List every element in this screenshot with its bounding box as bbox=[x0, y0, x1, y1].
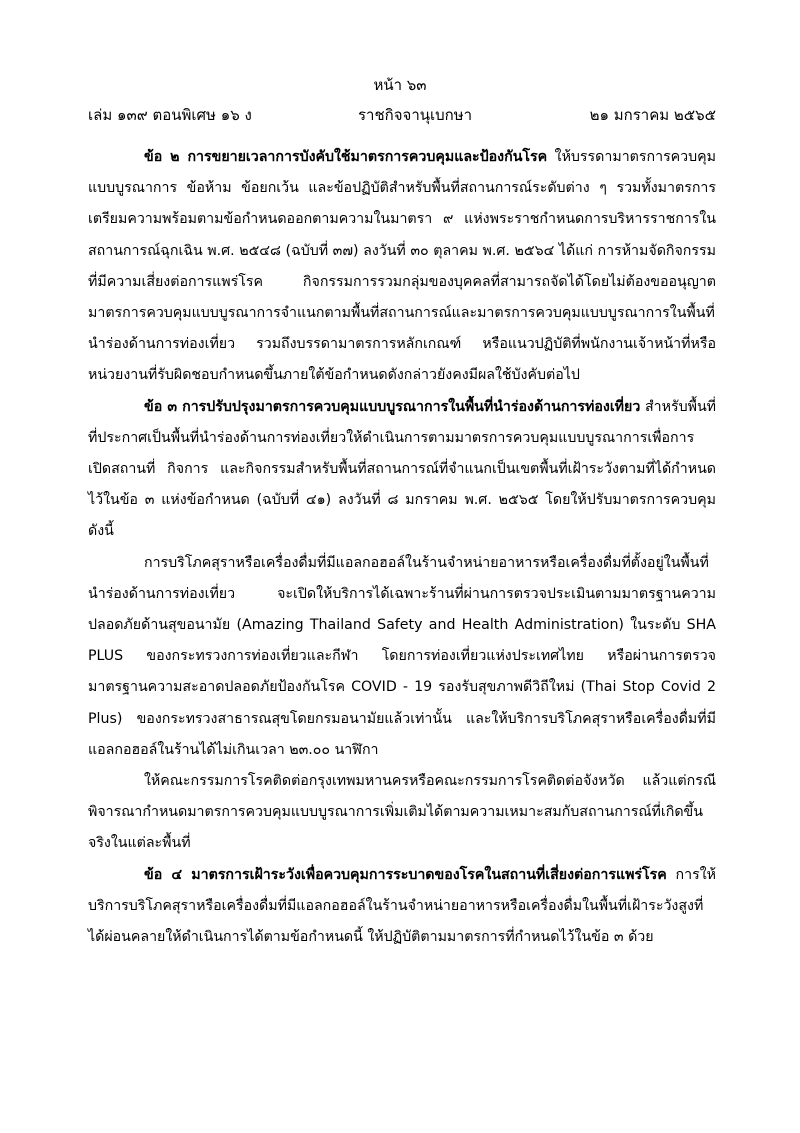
gazette-header bbox=[88, 104, 716, 126]
clause-3-paragraph-committee-text: ให้คณะกรรมการโรคติดต่อกรุงเทพมหานครหรือคณะกรรมการโรคติดต่อจังหวัด แล้วแต่กรณีพิจารณากำหนดมาตรการควบคุมแบบบูรณาการเพิ่มเติมได้ตามความเหมาะสมกับสถานการณ์ที่เกิดขึ้นจริงในแต่ละพื้นที่ bbox=[88, 773, 716, 852]
clause-2 bbox=[88, 142, 716, 392]
clause-3-heading: ข้อ ๓ การปรับปรุงมาตรการควบคุมแบบบูรณาการในพื้นที่นำร่องด้านการท่องเที่ยว bbox=[144, 398, 641, 415]
document-body bbox=[88, 142, 716, 953]
page-number: หน้า ๖๓ bbox=[373, 76, 427, 94]
clause-4-heading: ข้อ ๔ มาตรการเฝ้าระวังเพื่อควบคุมการระบาดของโรคในสถานที่เสี่ยงต่อการแพร่โรค bbox=[144, 866, 667, 883]
publication-name: ราชกิจจานุเบกษา bbox=[358, 106, 473, 124]
clause-4 bbox=[88, 860, 716, 954]
clause-3 bbox=[88, 392, 716, 548]
clause-2-text: ให้บรรดามาตรการควบคุมแบบบูรณาการ ข้อห้าม ข้อยกเว้น และข้อปฏิบัติสำหรับพื้นที่สถานการณ์ระดับต่าง ๆ รวมทั้งมาตรการเตรียมความพร้อมตามข้อกำหนดออกตามความในมาตรา ๙ แห่งพระราชกำหนดการบริหารราชการในสถานการณ์ฉุกเฉิน พ.ศ. ๒๕๔๘ (ฉบับที่ ๓๗) ลงวันที่ ๓๐ ตุลาคม พ.ศ. ๒๕๖๔ ได้แก่ การห้ามจัดกิจกรรมที่มีความเสี่ยงต่อการแพร่โรค กิจกรรมการรวมกลุ่มของบุคคลที่สามารถจัดได้โดยไม่ต้องขออนุญาต มาตรการควบคุมแบบบูรณาการจำแนกตามพื้นที่สถานการณ์และมาตรการควบคุมแบบบูรณาการในพื้นที่นำร่องด้านการท่องเที่ยว รวมถึงบรรดามาตรการหลักเกณฑ์ หรือแนวปฏิบัติที่พนักงานเจ้าหน้าที่หรือหน่วยงานที่รับผิดชอบกำหนดขึ้นภายใต้ข้อกำหนดดังกล่าวยังคงมีผลใช้บังคับต่อไป bbox=[88, 149, 716, 384]
clause-3-paragraph-committee bbox=[88, 766, 716, 860]
clause-3-paragraph-alcohol bbox=[88, 548, 716, 766]
clause-3-text: สำหรับพื้นที่ที่ประกาศเป็นพื้นที่นำร่องด้านการท่องเที่ยวให้ดำเนินการตามมาตรการควบคุมแบบบูรณาการเพื่อการเปิดสถานที่ กิจการ และกิจกรรมสำหรับพื้นที่สถานการณ์ที่จำแนกเป็นเขตพื้นที่เฝ้าระวังตามที่ได้กำหนดไว้ในข้อ ๓ แห่งข้อกำหนด (ฉบับที่ ๔๑) ลงวันที่ ๘ มกราคม พ.ศ. ๒๕๖๕ โดยให้ปรับมาตรการควบคุม ดังนี้ bbox=[88, 398, 716, 540]
clause-4-text: การให้บริการบริโภคสุราหรือเครื่องดื่มที่มีแอลกอฮอล์ในร้านจำหน่ายอาหารหรือเครื่องดื่มในพื้นที่เฝ้าระวังสูงที่ได้ผ่อนคลายให้ดำเนินการได้ตามข้อกำหนดนี้ ให้ปฏิบัติตามมาตรการที่กำหนดไว้ในข้อ ๓ ด้วย bbox=[88, 866, 716, 946]
publication-date: ๒๑ มกราคม ๒๕๖๕ bbox=[589, 106, 716, 124]
volume-info: เล่ม ๑๓๙ ตอนพิเศษ ๑๖ ง bbox=[88, 106, 252, 124]
clause-2-heading: ข้อ ๒ การขยายเวลาการบังคับใช้มาตรการควบคุมและป้องกันโรค bbox=[144, 149, 548, 165]
clause-3-paragraph-alcohol-text: การบริโภคสุราหรือเครื่องดื่มที่มีแอลกอฮอล์ในร้านจำหน่ายอาหารหรือเครื่องดื่มที่ตั้งอยู่ในพื้นที่นำร่องด้านการท่องเที่ยว จะเปิดให้บริการได้เฉพาะร้านที่ผ่านการตรวจประเมินตามมาตรฐานความปลอดภัยด้านสุขอนามัย (Amazing Thailand Safety and Health Administration) ในระดับ SHA PLUS ของกระทรวงการท่องเที่ยวและกีฬา โดยการท่องเที่ยวแห่งประเทศไทย หรือผ่านการตรวจมาตรฐานความสะอาดปลอดภัยป้องกันโรค COVID - 19 รองรับสุขภาพดีวิถีใหม่ (Thai Stop Covid 2 Plus) ของกระทรวงสาธารณสุขโดยกรมอนามัยแล้วเท่านั้น และให้บริการบริโภคสุราหรือเครื่องดื่มที่มีแอลกอฮอล์ในร้านได้ไม่เกินเวลา ๒๓.๐๐ นาฬิกา bbox=[88, 554, 716, 758]
